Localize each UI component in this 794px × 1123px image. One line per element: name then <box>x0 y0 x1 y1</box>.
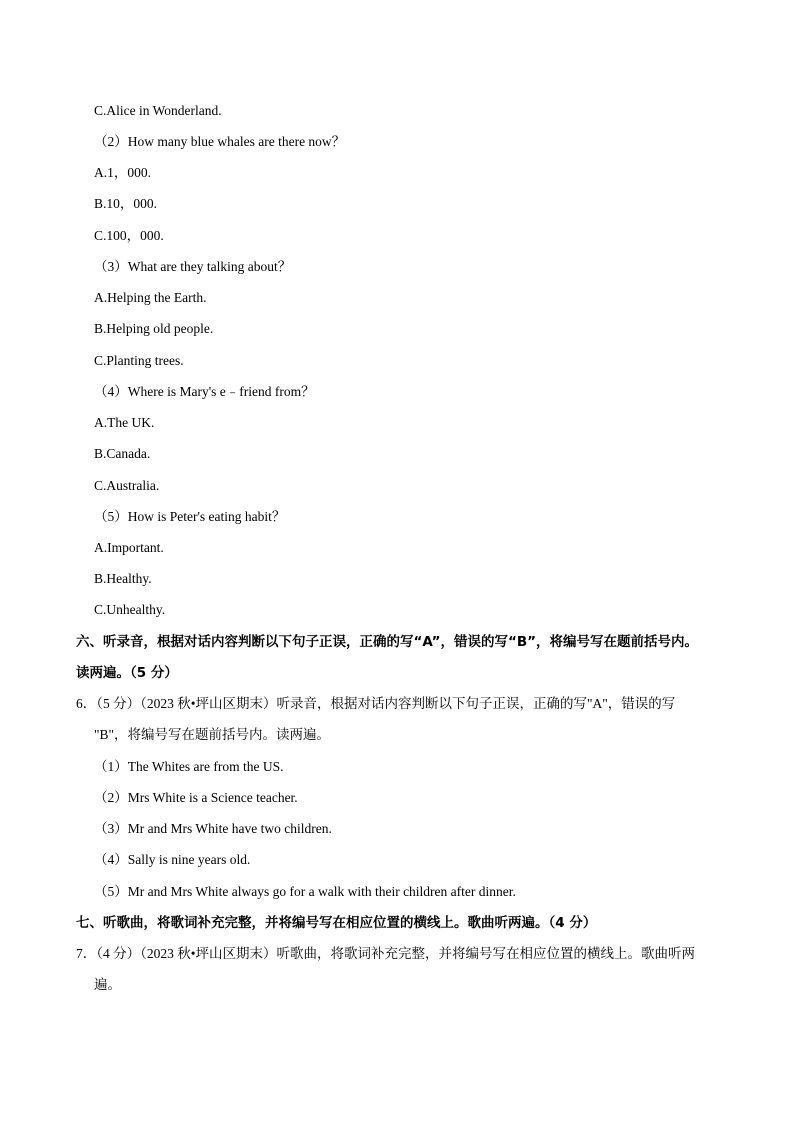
section6-heading-line2: 读两遍。（5 分） <box>76 665 178 681</box>
q6-item-3: （3）Mr and Mrs White have two children. <box>94 821 332 836</box>
q5-option-a: A.Important. <box>94 540 164 555</box>
q3-option-a: A.Helping the Earth. <box>94 290 207 305</box>
q6-item-1: （1）The Whites are from the US. <box>94 759 284 774</box>
q1-option-c: C.Alice in Wonderland. <box>94 103 222 118</box>
q2-option-a: A.1，000. <box>94 165 151 180</box>
q5-stem: （5）How is Peter's eating habit？ <box>94 509 286 524</box>
q4-option-c: C.Australia. <box>94 478 160 493</box>
question6-line2: "B"，将编号写在题前括号内。读两遍。 <box>94 727 331 742</box>
q3-option-b: B.Helping old people. <box>94 321 214 336</box>
q6-item-5: （5）Mr and Mrs White always go for a walk with their children after dinner. <box>94 884 516 899</box>
q5-option-b: B.Healthy. <box>94 571 152 586</box>
q2-option-b: B.10，000. <box>94 196 158 211</box>
section7-heading: 七、听歌曲，将歌词补充完整，并将编号写在相应位置的横线上。歌曲听两遍。（4 分） <box>76 915 597 931</box>
q2-option-c: C.100，000. <box>94 228 164 243</box>
q4-option-a: A.The UK. <box>94 415 155 430</box>
q3-option-c: C.Planting trees. <box>94 353 184 368</box>
q6-item-2: （2）Mrs White is a Science teacher. <box>94 790 298 805</box>
q3-stem: （3）What are they talking about？ <box>94 259 292 274</box>
question7-line1: 7．（4 分）（2023 秋•坪山区期末）听歌曲，将歌词补充完整，并将编号写在相应位置的横线上。歌曲听两 <box>76 946 695 961</box>
q6-item-4: （4）Sally is nine years old. <box>94 852 251 867</box>
section6-heading-line1: 六、听录音，根据对话内容判断以下句子正误，正确的写“A”，错误的写“B”，将编号写在题前括号内。 <box>76 634 698 650</box>
q5-option-c: C.Unhealthy. <box>94 602 166 617</box>
q4-option-b: B.Canada. <box>94 446 151 461</box>
question6-line1: 6．（5 分）（2023 秋•坪山区期末）听录音，根据对话内容判断以下句子正误，正确的写"A"，错误的写 <box>76 696 676 711</box>
q4-stem: （4）Where is Mary's e﹣friend from？ <box>94 384 315 399</box>
q2-stem: （2）How many blue whales are there now？ <box>94 134 346 149</box>
question7-line2: 遍。 <box>94 977 121 992</box>
